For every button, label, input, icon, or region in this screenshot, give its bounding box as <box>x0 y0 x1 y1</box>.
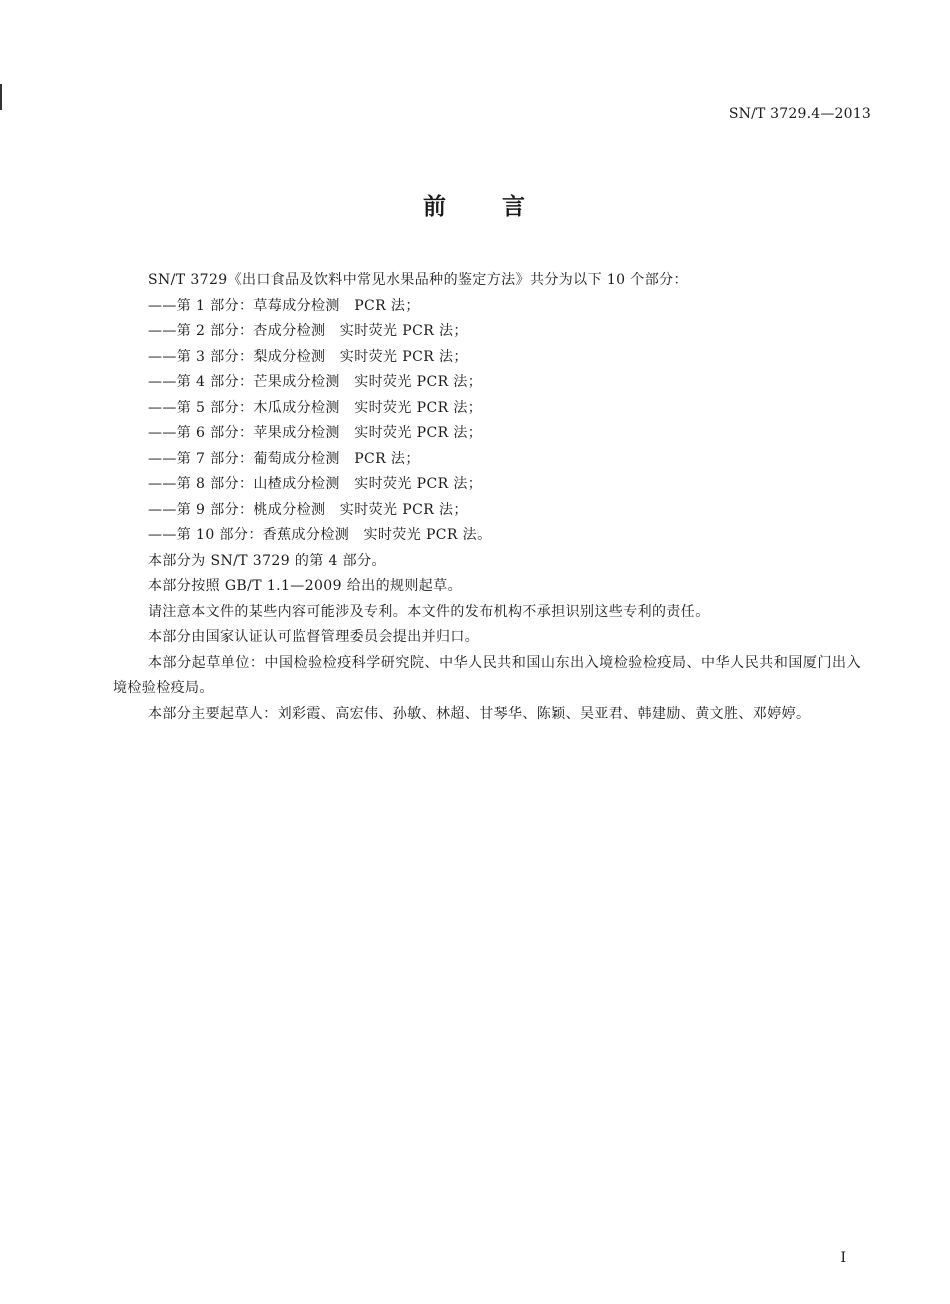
list-item: ——第 8 部分：山楂成分检测 实时荧光 PCR 法； <box>148 476 483 492</box>
list-item: ——第 9 部分：桃成分检测 实时荧光 PCR 法； <box>148 501 468 518</box>
list-item: ——第 6 部分：苹果成分检测 实时荧光 PCR 法； <box>148 425 483 441</box>
list-item: ——第 1 部分：草莓成分检测 PCR 法； <box>148 297 420 314</box>
parts-list <box>113 294 861 549</box>
intro-paragraph: SN/T 3729《出口食品及饮料中常见水果品种的鉴定方法》共分为以下 10 个部分： <box>148 272 688 288</box>
patent-notice: 请注意本文件的某些内容可能涉及专利。本文件的发布机构不承担识别这些专利的责任。 <box>148 603 710 620</box>
list-item: ——第 10 部分：香蕉成分检测 实时荧光 PCR 法。 <box>148 527 492 543</box>
drafters: 本部分主要起草人：刘彩霞、高宏伟、孙敏、林超、甘琴华、陈颖、吴亚君、韩建励、黄文胜、邓婷婷。 <box>148 705 811 722</box>
preface-body <box>113 268 861 727</box>
drafting-rules-statement: 本部分按照 GB/T 1.1—2009 给出的规则起草。 <box>148 578 462 594</box>
drafting-units: 本部分起草单位：中国检验检疫科学研究院、中华人民共和国山东出入境检验检疫局、中华人民共和国厦门出入境检验检疫局。 <box>113 654 861 696</box>
list-item: ——第 7 部分：葡萄成分检测 PCR 法； <box>148 450 420 467</box>
page-title: 前 言 <box>422 194 527 220</box>
proposer-statement: 本部分由国家认证认可监督管理委员会提出并归口。 <box>148 629 480 645</box>
list-item: ——第 5 部分：木瓜成分检测 实时荧光 PCR 法； <box>148 399 483 416</box>
scan-edge-mark <box>0 84 2 110</box>
document-number: SN/T 3729.4—2013 <box>728 106 871 122</box>
list-item: ——第 4 部分：芒果成分检测 实时荧光 PCR 法； <box>148 374 483 390</box>
list-item: ——第 2 部分：杏成分检测 实时荧光 PCR 法； <box>148 323 468 339</box>
page-number: I <box>840 1250 846 1266</box>
part-statement: 本部分为 SN/T 3729 的第 4 部分。 <box>148 552 386 569</box>
list-item: ——第 3 部分：梨成分检测 实时荧光 PCR 法； <box>148 348 468 365</box>
